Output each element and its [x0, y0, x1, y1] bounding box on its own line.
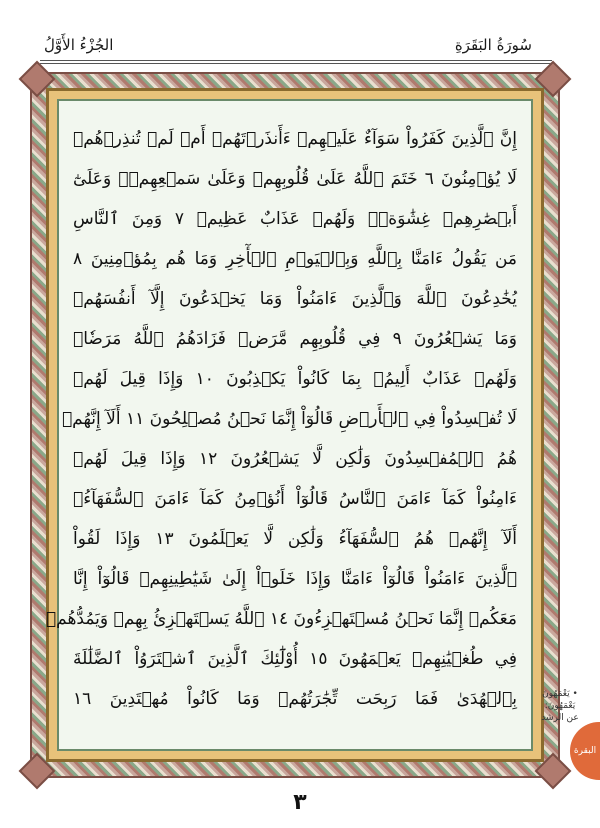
text-line: أَلَآ إِنَّهُمۡ هُمُ ٱلسُّفَهَآءُ وَلَٰكِن لَّا يَعۡلَمُونَ ١٣ وَإِذَا لَقُواْ: [73, 529, 517, 549]
text-line: هُمُ ٱلۡمُفۡسِدُونَ وَلَٰكِن لَّا يَشۡعُرُونَ ١٢ وَإِذَا قِيلَ لَهُمۡ: [73, 449, 517, 469]
juz-label: الجُزْءُ الأَوَّلُ: [44, 36, 114, 54]
header-rule: [40, 60, 552, 61]
text-line: وَمَا يَشۡعُرُونَ ٩ فِي قُلُوبِهِم مَّرَضٞ فَزَادَهُمُ ٱللَّهُ مَرَضٗاۖ: [73, 329, 517, 349]
text-line: مَعَكُمۡ إِنَّمَا نَحۡنُ مُسۡتَهۡزِءُونَ ١٤ ٱللَّهُ يَسۡتَهۡزِئُ بِهِمۡ وَيَمُدُّهُمۡ: [45, 609, 517, 629]
margin-note-line: عن الرشد: [541, 713, 579, 723]
text-line: بِٱلۡهُدَىٰ فَمَا رَبِحَت تِّجَٰرَتُهُمۡ وَمَا كَانُواْ مُهۡتَدِينَ ١٦: [73, 689, 517, 709]
text-line: ءَامِنُواْ كَمَآ ءَامَنَ ٱلنَّاسُ قَالُوٓاْ أَنُؤۡمِنُ كَمَآ ءَامَنَ ٱلسُّفَهَآءُۗ: [73, 489, 517, 509]
surah-tab[interactable]: البقرة: [570, 722, 600, 780]
text-line: مَن يَقُولُ ءَامَنَّا بِٱللَّهِ وَبِٱلۡيَوۡمِ ٱلۡأٓخِرِ وَمَا هُم بِمُؤۡمِنِينَ ٨: [73, 249, 517, 269]
surah-label: سُورَةُ البَقَرَةِ: [454, 36, 532, 54]
text-line: لَا تُفۡسِدُواْ فِي ٱلۡأَرۡضِ قَالُوٓاْ إِنَّمَا نَحۡنُ مُصۡلِحُونَ ١١ أَلَآ إِنَّهُمۡ: [61, 409, 517, 429]
text-line: وَلَهُمۡ عَذَابٌ أَلِيمُۢ بِمَا كَانُواْ يَكۡذِبُونَ ١٠ وَإِذَا قِيلَ لَهُمۡ: [73, 369, 518, 389]
gold-border: [46, 88, 544, 762]
quran-text-panel: [45, 99, 533, 751]
margin-note-line: يَعْمَهُونَ:: [544, 701, 576, 711]
text-line: فِي طُغۡيَٰنِهِمۡ يَعۡمَهُونَ ١٥ أُوْلَٰٓئِكَ ٱلَّذِينَ ٱشۡتَرَوُاْ ٱلضَّلَٰلَةَ: [73, 649, 517, 669]
text-line: يُخَٰدِعُونَ ٱللَّهَ وَٱلَّذِينَ ءَامَنُواْ وَمَا يَخۡدَعُونَ إِلَّآ أَنفُسَهُمۡ: [73, 289, 517, 309]
margin-note-word: • يَعْمَهُونَ: [542, 689, 578, 699]
ornamental-frame: [30, 72, 560, 778]
margin-note: [528, 688, 592, 724]
header-rule-2: [40, 63, 552, 64]
page-number: ٣: [293, 790, 307, 815]
text-line: إِنَّ ٱلَّذِينَ كَفَرُواْ سَوَآءٌ عَلَيۡهِمۡ ءَأَنذَرۡتَهُمۡ أَمۡ لَمۡ تُنذِرۡهُمۡ: [73, 129, 517, 149]
text-line: ٱلَّذِينَ ءَامَنُواْ قَالُوٓاْ ءَامَنَّا وَإِذَا خَلَوۡاْ إِلَىٰ شَيَٰطِينِهِمۡ قَالُوٓاْ إِنَّا: [73, 569, 517, 589]
text-line: لَا يُؤۡمِنُونَ ٦ خَتَمَ ٱللَّهُ عَلَىٰ قُلُوبِهِمۡ وَعَلَىٰ سَمۡعِهِمۡۖ وَعَلَىٰٓ: [73, 169, 517, 189]
text-line: أَبۡصَٰرِهِمۡ غِشَٰوَةٞۖ وَلَهُمۡ عَذَابٌ عَظِيمٞ ٧ وَمِنَ ٱلنَّاسِ: [73, 209, 517, 229]
